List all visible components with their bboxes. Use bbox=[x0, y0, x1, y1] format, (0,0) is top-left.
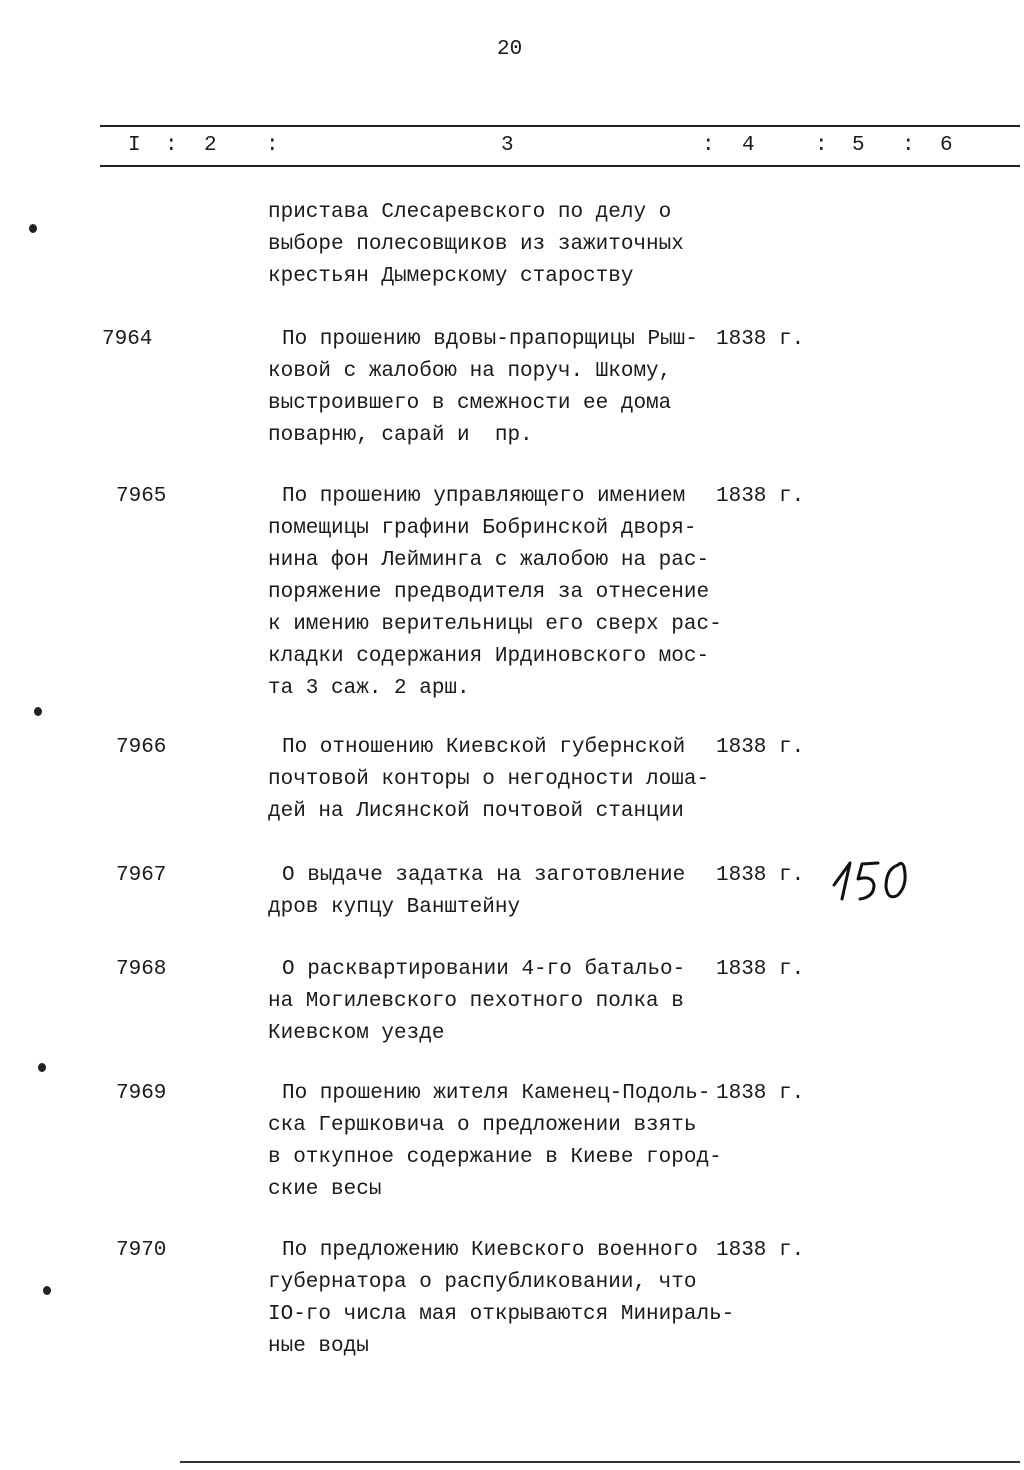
entry-description bbox=[268, 954, 685, 1050]
text-line: пристава Слесаревского по делу о bbox=[268, 201, 672, 224]
text-line: О расквартировании 4-го батальо- bbox=[282, 958, 686, 981]
binding-hole-mark bbox=[29, 224, 37, 233]
text-line: Киевском уезде bbox=[268, 1022, 445, 1045]
entry-number: 7964 bbox=[102, 328, 153, 351]
header-bottom-rule bbox=[100, 165, 1020, 167]
binding-hole-mark bbox=[43, 1286, 51, 1295]
text-line: в откупное содержание в Киеве город- bbox=[268, 1146, 722, 1169]
entry-year: 1838 г. bbox=[716, 1239, 805, 1262]
column-separator: : bbox=[815, 134, 828, 157]
text-line: та 3 саж. 2 арш. bbox=[268, 677, 470, 700]
entry-description bbox=[268, 481, 722, 705]
entry-number: 7968 bbox=[116, 958, 167, 981]
entry-year: 1838 г. bbox=[716, 485, 805, 508]
page-number: 20 bbox=[497, 38, 523, 61]
entry-year: 1838 г. bbox=[716, 864, 805, 887]
text-line: По прошению вдовы-прапорщицы Рыш- bbox=[282, 328, 698, 351]
text-line: нина фон Лейминга с жалобою на рас- bbox=[268, 549, 710, 572]
text-line: По прошению управляющего имением bbox=[282, 485, 686, 508]
column-3: 3 bbox=[501, 134, 514, 157]
entry-year: 1838 г. bbox=[716, 958, 805, 981]
text-line: ские весы bbox=[268, 1178, 382, 1201]
entry-number: 7967 bbox=[116, 864, 167, 887]
entry-description bbox=[268, 324, 698, 452]
text-line: кладки содержания Ирдиновского мос- bbox=[268, 645, 710, 668]
column-separator: : bbox=[266, 134, 279, 157]
text-line: на Могилевского пехотного полка в bbox=[268, 990, 684, 1013]
text-line: IO-го числа мая открываются Минираль- bbox=[268, 1303, 735, 1326]
text-line: По прошению жителя Каменец-Подоль- bbox=[282, 1082, 711, 1105]
entry-year: 1838 г. bbox=[716, 1082, 805, 1105]
text-line: почтовой конторы о негодности лоша- bbox=[268, 768, 710, 791]
text-line: дей на Лисянской почтовой станции bbox=[268, 800, 684, 823]
column-separator: : bbox=[165, 134, 178, 157]
text-line: к имению верительницы его сверх рас- bbox=[268, 613, 722, 636]
entry-description bbox=[268, 732, 709, 828]
text-line: По отношению Киевской губернской bbox=[282, 736, 686, 759]
text-line: О выдаче задатка на заготовление bbox=[282, 864, 686, 887]
text-line: крестьян Дымерскому староству bbox=[268, 265, 634, 288]
text-line: губернатора о распубликовании, что bbox=[268, 1271, 697, 1294]
text-line: ска Гершковича о предложении взять bbox=[268, 1114, 697, 1137]
text-line: дров купцу Ванштейну bbox=[268, 896, 521, 919]
text-line: ные воды bbox=[268, 1335, 369, 1358]
column-4: 4 bbox=[742, 134, 755, 157]
entry-year: 1838 г. bbox=[716, 736, 805, 759]
text-line: ковой с жалобою на поруч. Шкому, bbox=[268, 360, 672, 383]
entry-description bbox=[268, 1235, 734, 1363]
entry-number: 7965 bbox=[116, 485, 167, 508]
handwritten-folio-number bbox=[828, 855, 918, 905]
entry-description bbox=[268, 1078, 722, 1206]
continuation-text bbox=[268, 197, 684, 293]
entry-number: 7966 bbox=[116, 736, 167, 759]
entry-number: 7970 bbox=[116, 1239, 167, 1262]
text-line: По предложению Киевского военного bbox=[282, 1239, 698, 1262]
entry-number: 7969 bbox=[116, 1082, 167, 1105]
entry-year: 1838 г. bbox=[716, 328, 805, 351]
column-separator: : bbox=[902, 134, 915, 157]
binding-hole-mark bbox=[34, 707, 42, 716]
column-1: I bbox=[128, 134, 141, 157]
binding-hole-mark bbox=[38, 1063, 46, 1072]
column-5: 5 bbox=[852, 134, 865, 157]
text-line: выстроившего в смежности ее дома bbox=[268, 392, 672, 415]
column-2: 2 bbox=[204, 134, 217, 157]
column-separator: : bbox=[702, 134, 715, 157]
column-6: 6 bbox=[940, 134, 953, 157]
text-line: поварню, сарай и пр. bbox=[268, 424, 533, 447]
page-bottom-edge bbox=[180, 1461, 1020, 1463]
text-line: помещицы графини Бобринской дворя- bbox=[268, 517, 697, 540]
text-line: выборе полесовщиков из зажиточных bbox=[268, 233, 684, 256]
header-top-rule bbox=[100, 125, 1020, 127]
text-line: поряжение предводителя за отнесение bbox=[268, 581, 710, 604]
entry-description bbox=[268, 860, 685, 924]
